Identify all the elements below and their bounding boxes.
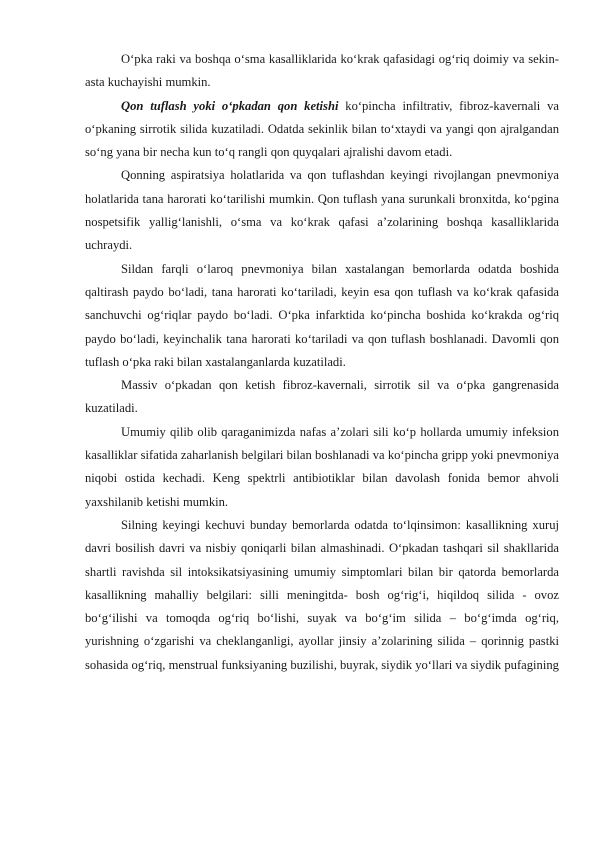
paragraph-1	[85, 48, 559, 95]
paragraph-1-text: O‘pka raki va boshqa o‘sma kasalliklarida ko‘krak qafasidagi og‘riq doimiy va sekin-asta kuchayishi mumkin.	[85, 52, 559, 90]
paragraph-3-text: Qonning aspiratsiya holatlarida va qon tuflashdan keyingi rivojlangan pnevmoniya holatlarida tana harorati ko‘tarilishi mumkin. Qon tuflash yana surunkali bronxitda, ko‘pgina nospetsifik yallig‘lanishli, o‘sma va ko‘krak qafasi a’zolarining boshqa kasalliklarida uchraydi.	[85, 168, 559, 253]
paragraph-6-text: Umumiy qilib olib qaraganimizda nafas a’zolari sili ko‘p hollarda umumiy infeksion kasalliklar sifatida zaharlanish belgilari bilan boshlanadi va ko‘pincha gripp yoki pnevmoniya niqobi ostida kechadi. Keng spektrli antibiotiklar bilan davolash fonida bemor ahvoli yaxshilanib ketishi mumkin.	[85, 424, 559, 509]
paragraph-5	[85, 374, 559, 421]
paragraph-7-text: Silning keyingi kechuvi bunday bemorlarda odatda to‘lqinsimon: kasallikning xuruj davri bosilish davri va nisbiy qoniqarli bilan almashinadi. O‘pkadan tashqari sil shakllarida shartli ravishda sil intoksikatsiyasining umumiy simptomlari bilan bir qatorda bemorlarda kasallikning mahalliy belgilari: silli meningitda- bosh og‘rig‘i, hiqildoq silida - ovoz bo‘g‘ilishi va tomoqda og‘riq bo‘lishi, suyak va bo‘g‘im silida – bo‘g‘imda og‘riq, yurishning o‘zgarishi va cheklanganligi, ayollar jinsiy a’zolarining silida – qorinnig pastki sohasida og‘riq, menstrual funksiyaning buzilishi, buyrak, siydik yo‘llari va siydik pufagining	[85, 517, 559, 672]
paragraph-4-text: Sildan farqli o‘laroq pnevmoniya bilan xastalangan bemorlarda odatda boshida qaltirash paydo bo‘ladi, tana harorati ko‘tariladi, keyin esa qon tuflash va ko‘krak qafasida sanchuvchi og‘riqlar paydo bo‘ladi. O‘pka infarktida ko‘pincha boshida ko‘krakda og‘riq paydo bo‘ladi, keyinchalik tana harorati ko‘tariladi va qon tuflash boshlanadi. Davomli qon tuflash o‘pka raki bilan xastalanganlarda kuzatiladi.	[85, 261, 559, 369]
paragraph-2-text: ko‘pincha infiltrativ, fibroz-kavernali va o‘pkaning sirrotik silida kuzatiladi. Odatda sekinlik bilan to‘xtaydi va yangi qon ajralgandan so‘ng yana bir necha kun to‘q rangli qon quyqalari ajralishi davom etadi.	[85, 98, 559, 160]
paragraph-2-lead: Qon tuflash yoki o‘pkadan qon ketishi	[121, 98, 339, 113]
paragraph-3	[85, 164, 559, 257]
paragraph-7	[85, 514, 559, 677]
body-text	[85, 48, 559, 677]
paragraph-5-text: Massiv o‘pkadan qon ketish fibroz-kavernali, sirrotik sil va o‘pka gangrenasida kuzatiladi.	[85, 378, 559, 416]
paragraph-2	[85, 95, 559, 165]
paragraph-6	[85, 421, 559, 514]
paragraph-4	[85, 258, 559, 374]
